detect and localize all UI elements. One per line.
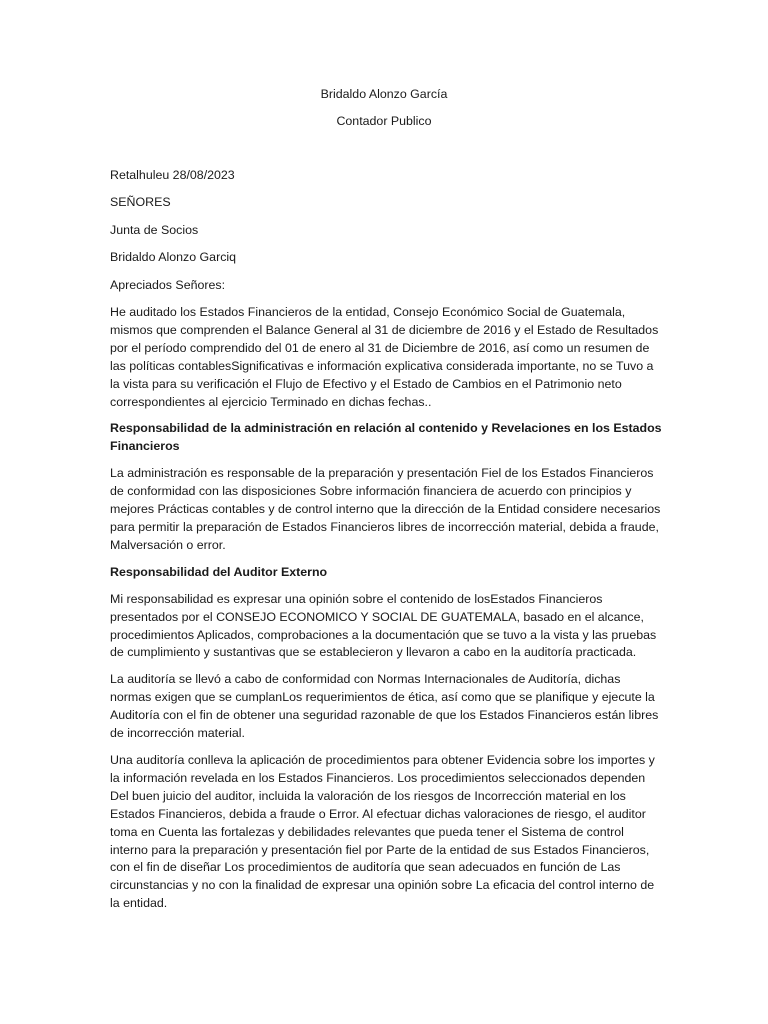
letter-body [110,167,662,922]
salutation-to: SEÑORES [110,195,171,210]
section-paragraph-audit-standards: La auditoría se llevó a cabo de conformidad con Normas Internacionales de Auditoría, dichas normas exigen que se cumplanLos requerimientos de ética, así como que se planifique y ejecute la Auditoría con el fin de obtener una seguridad razonable de que los Estados Financieros están libres de incorrección material. [110,672,659,741]
section-heading-auditor: Responsabilidad del Auditor Externo [110,564,328,579]
intro-paragraph: He auditado los Estados Financieros de la entidad, Consejo Económico Social de Guatemala, mismos que comprenden el Balance General al 31 de diciembre de 2016 y el Estado de Resultados por el período comprendido del 01 de enero al 31 de Diciembre de 2016, así como un resumen de las políticas contablesSignificativas e información explicativa considerada importante, no se Tuvo a la vista para su verificación el Flujo de Efectivo y el Estado de Cambios en el Patrimonio neto correspondientes al ejercicio Terminado en dichas fechas.. [110,305,659,409]
section-paragraph-audit-procedures: Una auditoría conlleva la aplicación de procedimientos para obtener Evidencia sobre los importes y la información revelada en los Estados Financieros. Los procedimientos seleccionados dependen Del buen juicio del auditor, incluida la valoración de los riesgos de Incorrección material en los Estados Financieros, debida a fraude o Error. Al efectuar dichas valoraciones de riesgo, el auditor toma en Cuenta las fortalezas y debilidades relevantes que pueda tener el Sistema de control interno para la preparación y presentación fiel por Parte de la entidad de sus Estados Financieros, con el fin de diseñar Los procedimientos de auditoría que sean adecuados en función de Las circunstancias y no con la finalidad de expresar una opinión sobre La eficacia del control interno de la entidad. [110,752,655,911]
greeting: Apreciados Señores: [110,277,226,292]
section-heading-administration: Responsabilidad de la administración en relación al contenido y Revelaciones en los Estados Financieros [110,421,662,454]
author-title: Contador Publico [336,114,432,128]
section-paragraph-administration: La administración es responsable de la preparación y presentación Fiel de los Estados Financieros de conformidad con las disposiciones Sobre información financiera de acuerdo con principios y mejores Prácticas contables y de control interno que la dirección de la Entidad considere necesarios para permitir la preparación de Estados Financieros libres de incorrección material, debida a fraude, Malversación o error. [110,466,661,552]
author-name: Bridaldo Alonzo García [320,87,448,101]
section-paragraph-auditor-responsibility: Mi responsabilidad es expresar una opinión sobre el contenido de losEstados Financieros presentados por el CONSEJO ECONOMICO Y SOCIAL DE GUATEMALA, basado en el alcance, procedimientos Aplicados, comprobaciones a la documentación que se tuvo a la vista y las pruebas de cumplimiento y sustantivas que se establecieron y llevaron a cabo en la auditoría practicada. [110,591,657,660]
recipient-name: Bridaldo Alonzo Garciq [110,250,237,265]
recipient-group: Junta de Socios [110,222,199,237]
place-date: Retalhuleu 28/08/2023 [110,168,235,182]
